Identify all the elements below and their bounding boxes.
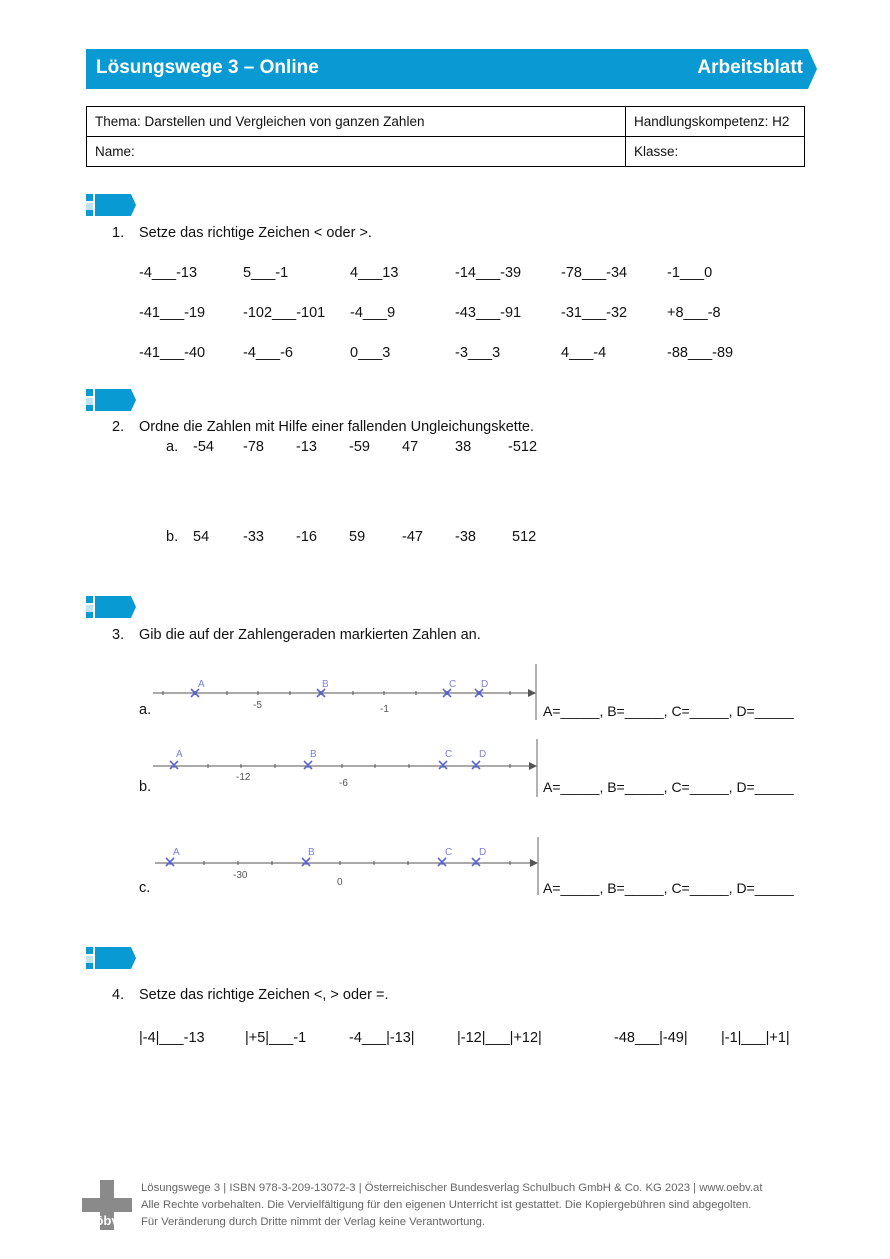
worksheet-series-title: Lösungswege 3 – Online: [96, 57, 319, 78]
kompetenz-cell: Handlungskompetenz: H2: [626, 107, 805, 137]
task3-instruction: Gib die auf der Zahlengeraden markierten Zahlen an.: [139, 627, 481, 643]
tick-label: -1: [380, 704, 389, 715]
task1-item: 4___-4: [561, 345, 607, 361]
task1-number: 1.: [112, 225, 125, 241]
task1-item: -88___-89: [667, 345, 734, 361]
task2a-label: a.: [166, 439, 179, 455]
point-label: C: [445, 749, 453, 760]
footer-line: Für Veränderung durch Dritte nimmt der Verlag keine Verantwortung.: [141, 1216, 486, 1228]
task1-item: -4___-6: [243, 345, 293, 361]
logo-text: öbv: [95, 1213, 119, 1228]
numberline-b: [150, 737, 545, 801]
thema-cell: Thema: Darstellen und Vergleichen von ganzen Zahlen: [87, 107, 626, 137]
section-marker-1: [86, 194, 136, 216]
task2b-value: -16: [296, 529, 317, 545]
task2b-value: -33: [243, 529, 264, 545]
task1-instruction: Setze das richtige Zeichen < oder >.: [139, 225, 372, 241]
task4-item: |-4|___-13: [139, 1030, 205, 1046]
task2a-value: 38: [455, 439, 472, 455]
point-label: A: [198, 679, 205, 690]
tick-label: -5: [253, 700, 262, 711]
task2a-value: -13: [296, 439, 317, 455]
task4-item: -4___|-13|: [349, 1030, 415, 1046]
task1-item: -3___3: [455, 345, 501, 361]
point-label: D: [481, 679, 489, 690]
task4-item: |-1|___|+1|: [721, 1030, 790, 1046]
numberline-c-answer: A=_____, B=_____, C=_____, D=_____: [543, 880, 794, 896]
publisher-logo: [80, 1178, 134, 1234]
point-label: C: [445, 847, 453, 858]
tick-label: 0: [337, 877, 343, 888]
task2b-value: 54: [193, 529, 210, 545]
section-marker-3: [86, 596, 136, 618]
task4-instruction: Setze das richtige Zeichen <, > oder =.: [139, 987, 389, 1003]
footer-line: Alle Rechte vorbehalten. Die Vervielfältigung für den eigenen Unterricht ist gestattet. Die Kopiergebühren sind abgegolten.: [141, 1199, 752, 1211]
klasse-cell: Klasse:: [626, 137, 805, 167]
task2a-value: -78: [243, 439, 264, 455]
axis-arrow: [530, 859, 538, 867]
numberline-c: [150, 835, 545, 900]
point-label: B: [308, 847, 315, 858]
tick-label: -12: [236, 772, 251, 783]
task2-instruction: Ordne die Zahlen mit Hilfe einer fallenden Ungleichungskette.: [139, 419, 534, 435]
point-label: D: [479, 749, 487, 760]
task2a-value: -59: [349, 439, 370, 455]
section-marker-4: [86, 947, 136, 969]
task2b-value: 512: [512, 529, 537, 545]
task1-item: +8___-8: [667, 305, 721, 321]
point-label: C: [449, 679, 457, 690]
point-label: A: [173, 847, 180, 858]
task1-item: -1___0: [667, 265, 713, 281]
task1-item: -43___-91: [455, 305, 522, 321]
task1-item: -4___-13: [139, 265, 198, 281]
task2b-value: 59: [349, 529, 366, 545]
section-marker-2: [86, 389, 136, 411]
task2a-value: 47: [402, 439, 419, 455]
task1-item: 0___3: [350, 345, 391, 361]
task1-item: -14___-39: [455, 265, 522, 281]
task1-item: -31___-32: [561, 305, 628, 321]
point-label: D: [479, 847, 487, 858]
point-label: A: [176, 749, 183, 760]
task4-item: |-12|___|+12|: [457, 1030, 542, 1046]
task3-number: 3.: [112, 627, 125, 643]
task1-item: -102___-101: [243, 305, 326, 321]
task2b-value: -38: [455, 529, 476, 545]
footer-text: [141, 1180, 762, 1231]
task1-item: -41___-19: [139, 305, 206, 321]
task1-item: -4___9: [350, 305, 396, 321]
numberline-c-label: c.: [139, 880, 151, 896]
task4-number: 4.: [112, 987, 125, 1003]
task4-item: -48___|-49|: [614, 1030, 688, 1046]
task2a-value: -512: [508, 439, 538, 455]
task1-item: 4___13: [350, 265, 399, 281]
task4-item: |+5|___-1: [245, 1030, 307, 1046]
numberline-a: [150, 662, 545, 724]
axis-arrow: [528, 689, 536, 697]
numberline-a-answer: A=_____, B=_____, C=_____, D=_____: [543, 703, 794, 719]
numberline-b-label: b.: [139, 779, 152, 795]
numberline-a-label: a.: [139, 702, 152, 718]
footer-line: Lösungswege 3 | ISBN 978-3-209-13072-3 | Österreichischer Bundesverlag Schulbuch GmbH & Co. KG 2023 | www.oebv.at: [141, 1182, 763, 1194]
header-banner: [86, 49, 817, 89]
numberline-b-answer: A=_____, B=_____, C=_____, D=_____: [543, 779, 794, 795]
name-cell: Name:: [87, 137, 626, 167]
task2b-value: -47: [402, 529, 423, 545]
task1-item: -41___-40: [139, 345, 206, 361]
point-label: B: [322, 679, 329, 690]
task2a-value: -54: [193, 439, 214, 455]
worksheet-type: Arbeitsblatt: [697, 57, 803, 78]
task2-number: 2.: [112, 419, 125, 435]
axis-arrow: [529, 762, 537, 770]
task1-item: -78___-34: [561, 265, 628, 281]
tick-label: -6: [339, 778, 348, 789]
info-table: [86, 106, 805, 167]
point-label: B: [310, 749, 317, 760]
task2b-label: b.: [166, 529, 179, 545]
tick-label: -30: [233, 870, 248, 881]
task1-item: 5___-1: [243, 265, 289, 281]
